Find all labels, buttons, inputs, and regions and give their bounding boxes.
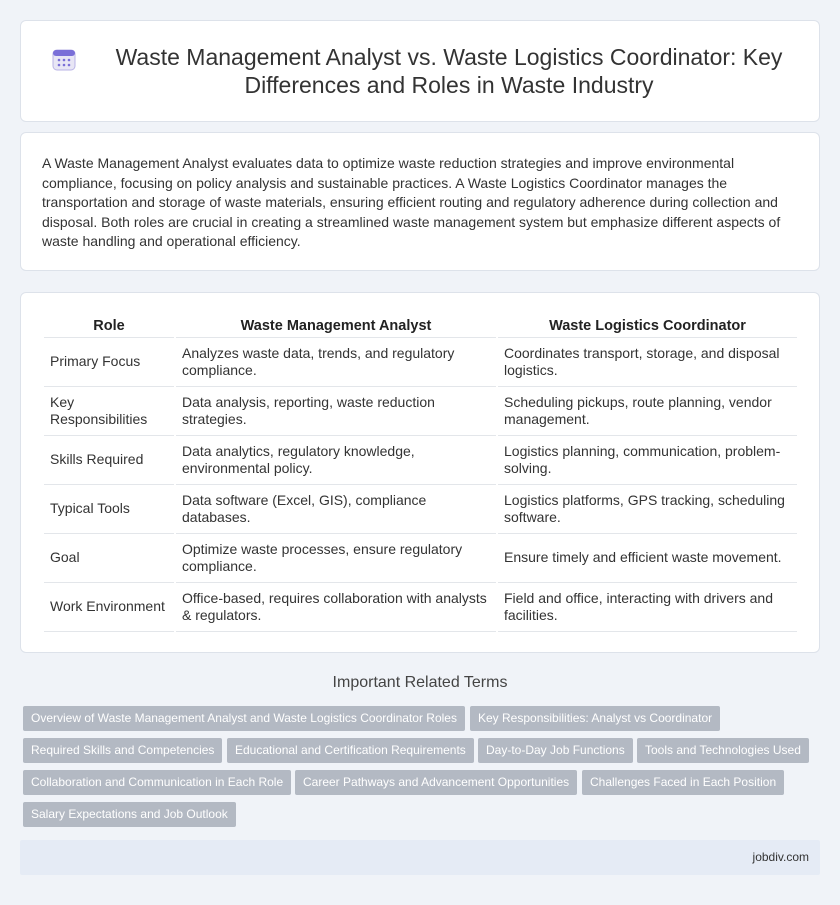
footer [20,840,820,875]
row-label: Typical Tools [44,485,174,534]
analyst-cell: Optimize waste processes, ensure regulatory compliance. [176,534,496,583]
coordinator-cell: Field and office, interacting with drivers and facilities. [498,583,797,632]
coordinator-cell: Coordinates transport, storage, and disposal logistics. [498,338,797,387]
related-term-tag[interactable]: Overview of Waste Management Analyst and Waste Logistics Coordinator Roles [23,706,465,731]
intro-text: A Waste Management Analyst evaluates data to optimize waste reduction strategies and improve environmental compliance, focusing on policy analysis and sustainable practices. A Waste Logistics Coordinator manages the transportation and storage of waste materials, ensuring efficient routing and regulatory adherence during collection and disposal. Both roles are crucial in creating a streamlined waste management system but emphasize different aspects of waste handling and operational efficiency. [42,155,781,250]
analyst-cell: Data software (Excel, GIS), compliance databases. [176,485,496,534]
table-row [44,534,797,583]
related-term-tag[interactable]: Salary Expectations and Job Outlook [23,802,236,827]
analyst-cell: Office-based, requires collaboration with analysts & regulators. [176,583,496,632]
analyst-cell: Analyzes waste data, trends, and regulatory compliance. [176,338,496,387]
row-label: Skills Required [44,436,174,485]
row-label: Goal [44,534,174,583]
related-terms-title: Important Related Terms [332,674,508,691]
analyst-cell: Data analytics, regulatory knowledge, environmental policy. [176,436,496,485]
comparison-card [20,292,820,653]
related-term-tag[interactable]: Educational and Certification Requirements [227,738,474,763]
row-label: Work Environment [44,583,174,632]
row-label: Primary Focus [44,338,174,387]
row-label: Key Responsibilities [44,387,174,436]
related-term-tag[interactable]: Day-to-Day Job Functions [478,738,633,763]
site-link[interactable]: jobdiv.com [752,850,809,864]
header-analyst: Waste Management Analyst [176,314,496,338]
related-term-tag[interactable]: Career Pathways and Advancement Opportunities [295,770,577,795]
related-term-tag[interactable]: Required Skills and Competencies [23,738,222,763]
table-row [44,485,797,534]
comparison-table [42,314,799,632]
table-row [44,583,797,632]
coordinator-cell: Logistics planning, communication, problem-solving. [498,436,797,485]
related-term-tag[interactable]: Tools and Technologies Used [637,738,809,763]
coordinator-cell: Logistics platforms, GPS tracking, scheduling software. [498,485,797,534]
table-row [44,436,797,485]
analyst-cell: Data analysis, reporting, waste reduction strategies. [176,387,496,436]
page-title: Waste Management Analyst vs. Waste Logistics Coordinator: Key Differences and Roles in Waste Industry [115,44,783,98]
coordinator-cell: Scheduling pickups, route planning, vendor management. [498,387,797,436]
related-term-tag[interactable]: Key Responsibilities: Analyst vs Coordinator [470,706,720,731]
header-coordinator: Waste Logistics Coordinator [498,314,797,338]
header-role: Role [44,314,174,338]
table-row [44,338,797,387]
table-row [44,387,797,436]
coordinator-cell: Ensure timely and efficient waste movement. [498,534,797,583]
intro-card [20,132,820,271]
table-header-row [44,314,797,338]
related-term-tag[interactable]: Challenges Faced in Each Position [582,770,784,795]
related-term-tag[interactable]: Collaboration and Communication in Each Role [23,770,291,795]
header-card [20,20,820,122]
